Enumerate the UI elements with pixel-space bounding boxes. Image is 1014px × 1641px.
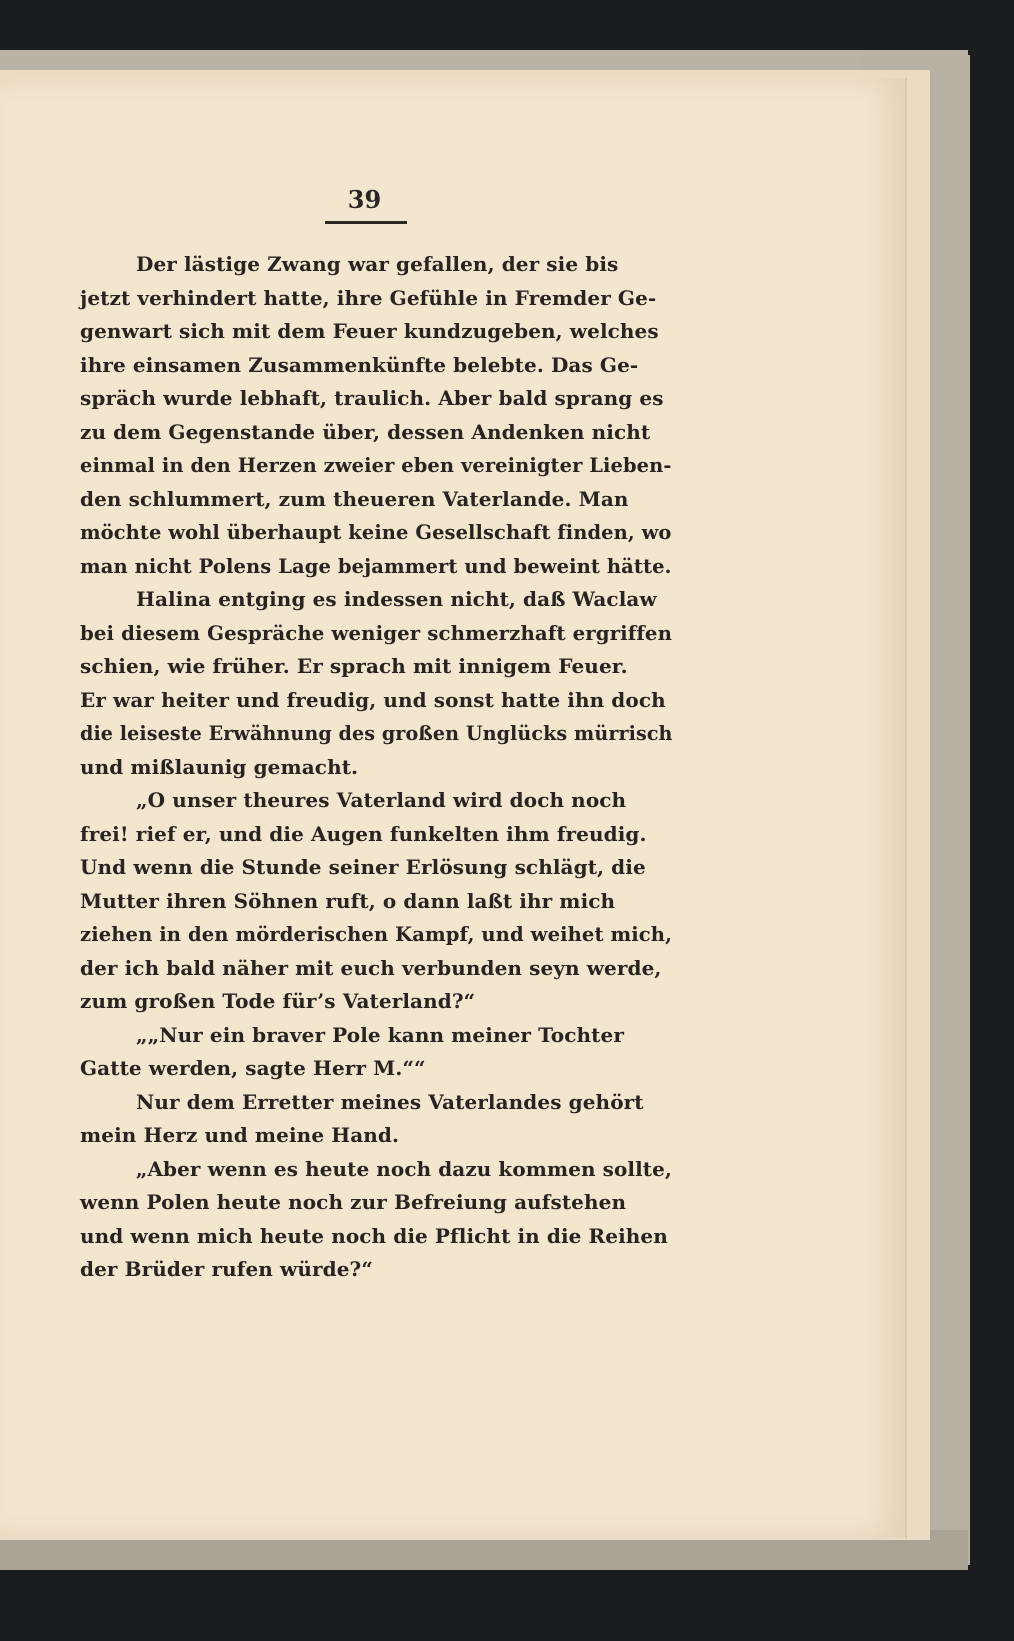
page-number: 39: [347, 185, 382, 214]
text-line: schien, wie früher. Er sprach mit innigem Feuer.: [80, 654, 628, 678]
text-line: und mißlaunig gemacht.: [80, 754, 359, 779]
text-line: ziehen in den mörderischen Kampf, und weihet mich,: [80, 922, 672, 946]
paragraph: [80, 1019, 672, 1086]
text-line: ihre einsamen Zusammenkünfte belebte. Das Ge-: [80, 352, 639, 377]
text-line: einmal in den Herzen zweier eben vereinigter Lieben-: [80, 453, 672, 477]
text-line: den schlummert, zum theueren Vaterlande. Man: [80, 486, 629, 511]
text-line: mein Herz und meine Hand.: [80, 1123, 400, 1147]
page-text: [80, 248, 672, 1287]
text-line: wenn Polen heute noch zur Befreiung aufstehen: [80, 1190, 627, 1214]
page-number-rule: [325, 221, 407, 224]
text-line: Halina entging es indessen nicht, daß Waclaw: [136, 587, 657, 611]
text-line: genwart sich mit dem Feuer kundzugeben, welches: [80, 319, 659, 343]
paragraph: [80, 248, 672, 583]
text-line: und wenn mich heute noch die Pflicht in die Reihen: [80, 1223, 668, 1248]
text-line: Nur dem Erretter meines Vaterlandes gehört: [136, 1089, 644, 1114]
text-line: Mutter ihren Söhnen ruft, o dann laßt ihr mich: [80, 888, 616, 913]
text-line: der ich bald näher mit euch verbunden seyn werde,: [80, 955, 662, 980]
text-line: frei! rief er, und die Augen funkelten ihm freudig.: [80, 821, 647, 846]
text-line: zum großen Tode für’s Vaterland?“: [80, 989, 476, 1013]
paragraph: [80, 1153, 672, 1287]
text-line: bei diesem Gespräche weniger schmerzhaft ergriffen: [80, 620, 673, 645]
text-line: Und wenn die Stunde seiner Erlösung schlägt, die: [80, 855, 646, 879]
text-line: Er war heiter und freudig, und sonst hatte ihn doch: [80, 687, 666, 712]
paragraph: [80, 1086, 672, 1153]
text-line: die leiseste Erwähnung des großen Unglücks mürrisch: [80, 721, 673, 745]
paragraph: [80, 784, 672, 1019]
text-line: jetzt verhindert hatte, ihre Gefühle in Fremder Ge-: [80, 285, 657, 310]
text-line: spräch wurde lebhaft, traulich. Aber bald sprang es: [80, 386, 664, 410]
text-line: der Brüder rufen würde?“: [80, 1257, 373, 1281]
text-line: Der lästige Zwang war gefallen, der sie bis: [136, 252, 619, 276]
text-line: zu dem Gegenstande über, dessen Andenken nicht: [80, 419, 651, 444]
paragraph: [80, 583, 672, 784]
text-line: „Aber wenn es heute noch dazu kommen sollte,: [135, 1156, 672, 1181]
text-line: „O unser theures Vaterland wird doch noch: [136, 788, 627, 812]
text-line: Gatte werden, sagte Herr M.““: [80, 1056, 426, 1080]
text-line: „„Nur ein braver Pole kann meiner Tochter: [136, 1022, 624, 1047]
text-line: möchte wohl überhaupt keine Gesellschaft finden, wo: [80, 520, 672, 544]
text-line: man nicht Polens Lage bejammert und beweint hätte.: [80, 553, 672, 578]
